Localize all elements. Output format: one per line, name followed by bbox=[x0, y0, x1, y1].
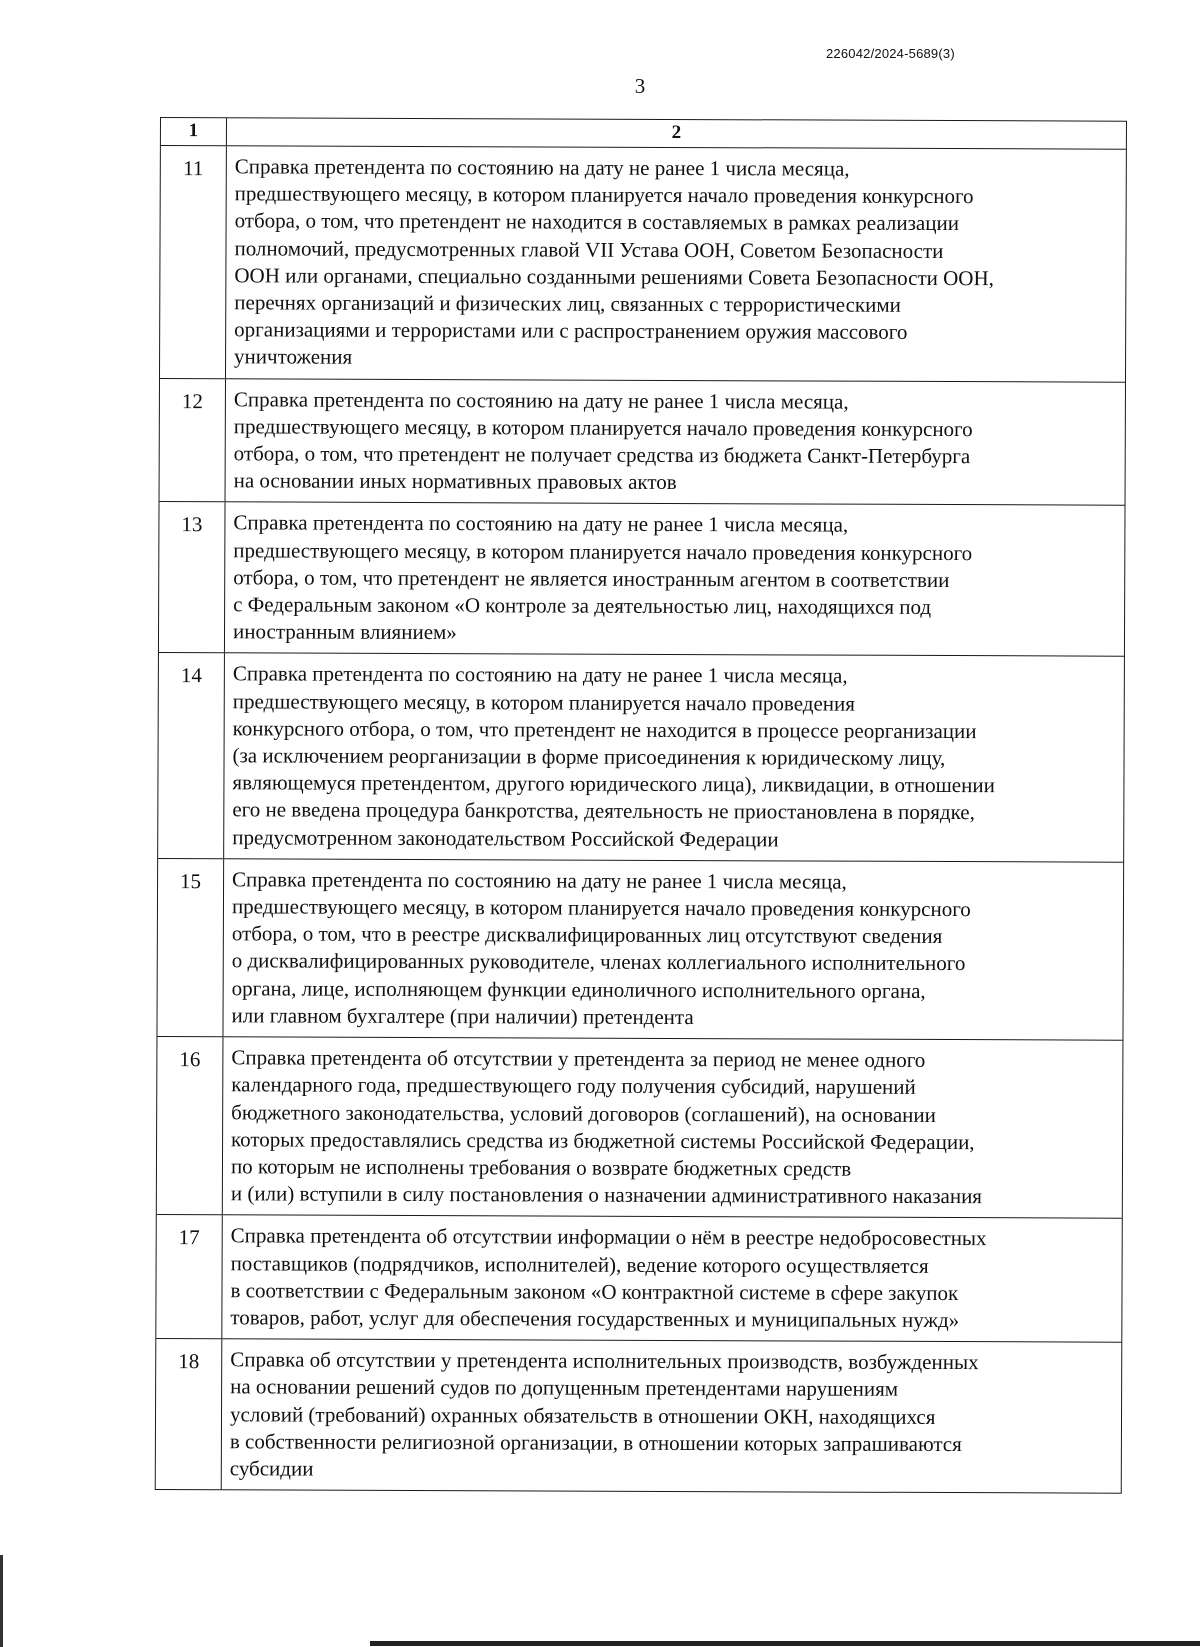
page-number: 3 bbox=[634, 74, 646, 98]
table-row bbox=[158, 653, 1124, 862]
table-header-row bbox=[161, 118, 1126, 150]
table-row bbox=[156, 1215, 1121, 1343]
row-number: 16 bbox=[157, 1037, 224, 1214]
scan-edge-mark bbox=[0, 1555, 3, 1647]
table-row bbox=[160, 379, 1125, 507]
row-text: Справка претендента об отсутствии информации о нём в реестре недобросовестных поставщиков (подрядчиков, исполнителей), ведение которого осуществляется в соответствии с Федеральным законом «О контрактной системе в сфере закупок товаров, работ, услуг для обеспечения государственных и муниципальных нужд» bbox=[230, 1223, 987, 1332]
row-number: 13 bbox=[159, 502, 226, 652]
row-number: 14 bbox=[158, 653, 225, 858]
column-header-number: 1 bbox=[161, 118, 227, 145]
documents-table bbox=[155, 117, 1127, 1494]
row-number: 18 bbox=[156, 1339, 223, 1489]
document-registration-number: 226042/2024-5689(3) bbox=[826, 46, 955, 61]
column-header-description: 2 bbox=[671, 121, 682, 144]
table-row bbox=[159, 502, 1125, 657]
row-number: 15 bbox=[157, 859, 224, 1036]
row-number: 11 bbox=[160, 146, 227, 378]
scan-bottom-edge bbox=[370, 1641, 1200, 1646]
row-text: Справка претендента по состоянию на дату не ранее 1 числа месяца, предшествующего месяцу, в котором планируется начало проведения конкурсного отбора, о том, что претендент не находится в процессе реорганизации (за исключением реорганизации в форме присоединения к юридическому лицу, являющемуся претендентом, другого юридического лица), ликвидации, в отношении его не введена процедура банкротства, деятельность не приостановлена в порядке, предусмотренном законодательством Российской Федерации bbox=[232, 661, 995, 852]
table-row bbox=[160, 146, 1126, 382]
row-text: Справка претендента об отсутствии у претендента за период не менее одного календарного года, предшествующего году получения субсидий, нарушений бюджетного законодательства, условий договоров (соглашений), на основании которых предоставлялись средства из бюджетной системы Российской Федерации, по которым не исполнены требования о возврате бюджетных средств и (или) вступили в силу постановления о назначении административного наказания bbox=[230, 1045, 983, 1209]
table-row bbox=[157, 859, 1123, 1041]
row-text: Справка претендента по состоянию на дату не ранее 1 числа месяца, предшествующего месяцу, в котором планируется начало проведения конкурсного отбора, о том, что претендент не находится в составляемых в рамках реализации полномочий, предусмотренных главой VII Устава ООН, Советом Безопасности ООН или органами, специально созданными решениями Совета Безопасности ООН, перечнях организаций и физических лиц, связанных с террористическими организациями и террористами или с распространением оружия массового уничтожения bbox=[234, 154, 994, 370]
row-text: Справка претендента по состоянию на дату не ранее 1 числа месяца, предшествующего месяцу, в котором планируется начало проведения конкурсного отбора, о том, что претендент не получает средства из бюджета Санкт-Петербурга на основании иных нормативных правовых актов bbox=[233, 386, 973, 495]
table-row bbox=[157, 1037, 1123, 1219]
row-text: Справка претендента по состоянию на дату не ранее 1 числа месяца, предшествующего месяцу, в котором планируется начало проведения конкурсного отбора, о том, что в реестре дисквалифицированных лиц отсутствуют сведения о дисквалифицированных руководителе, членах коллегиального исполнительного органа, лице, исполняющем функции единоличного исполнительного органа, или главном бухгалтере (при наличии) претендента bbox=[231, 867, 971, 1029]
row-number: 17 bbox=[156, 1215, 222, 1338]
row-text: Справка претендента по состоянию на дату не ранее 1 числа месяца, предшествующего месяцу, в котором планируется начало проведения конкурсного отбора, о том, что претендент не является иностранным агентом в соответствии с Федеральным законом «О контроле за деятельностью лиц, находящихся под иностранным влиянием» bbox=[232, 510, 973, 645]
table-row bbox=[156, 1339, 1122, 1493]
row-number: 12 bbox=[160, 379, 226, 502]
row-text: Справка об отсутствии у претендента исполнительных производств, возбужденных на основании решений судов по допущенным претендентами нарушениям условий (требований) охранных обязательств в отношении ОКН, находящихся в собственности религиозной организации, в отношении которых запрашиваются субсидии bbox=[229, 1347, 979, 1481]
